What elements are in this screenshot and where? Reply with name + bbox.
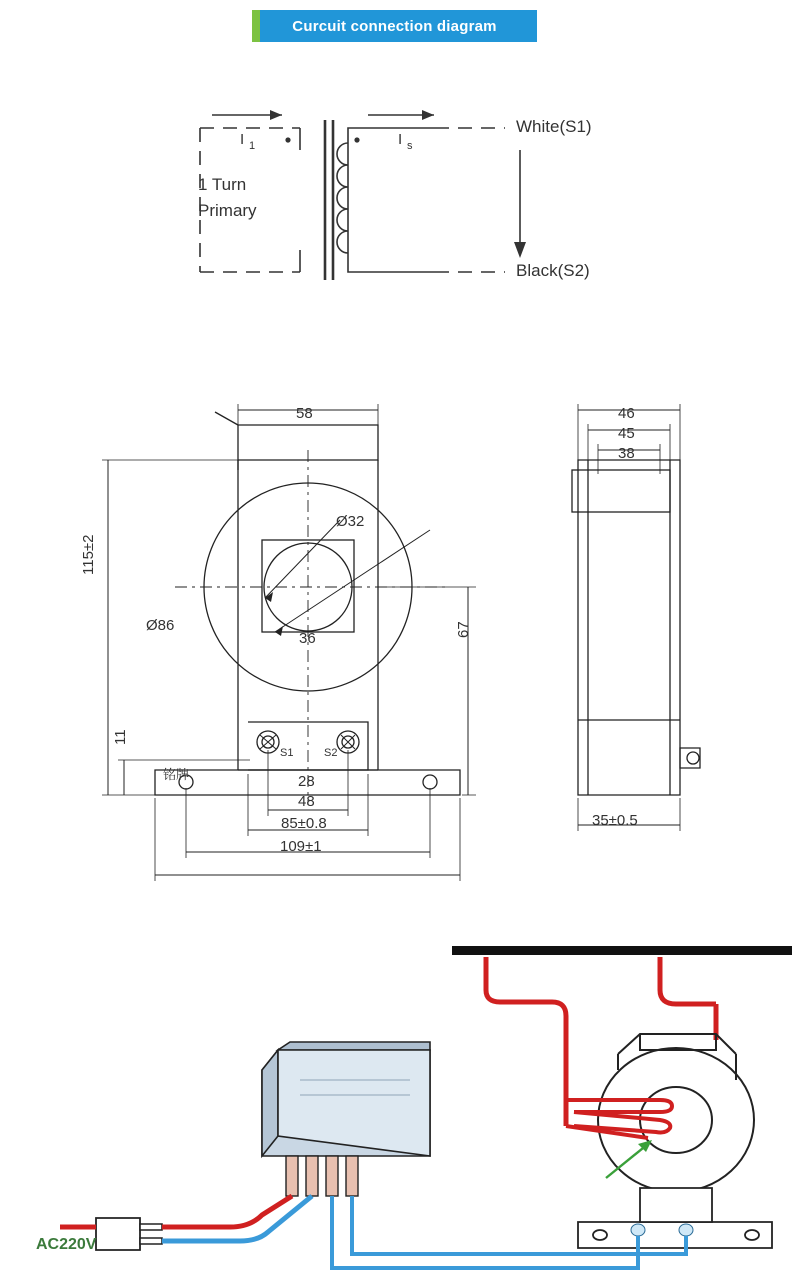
primary-current-label: I	[240, 131, 245, 148]
terminal-s2-label: S2	[324, 747, 338, 759]
dim-height-overall: 115±2	[80, 534, 97, 575]
dim-side-depth: 35±0.5	[592, 812, 638, 829]
dim-outer-circle: Ø86	[146, 617, 175, 634]
dim-foot-height: 11	[112, 729, 129, 745]
dim-side-width-outer: 46	[618, 405, 635, 422]
busbar	[452, 946, 792, 955]
ac-supply-label: AC220V	[36, 1236, 97, 1253]
primary-label-line1: 1 Turn	[198, 175, 247, 194]
dim-inner-hole: Ø32	[336, 513, 365, 530]
circuit-connection-diagram	[0, 0, 800, 330]
nameplate-label: 铭牌	[163, 767, 190, 782]
dim-side-width-mid: 45	[618, 425, 635, 442]
terminal-white-label: White(S1)	[516, 117, 592, 136]
dim-terminal-spacing: 28	[298, 773, 315, 790]
primary-current-sub: 1	[249, 140, 256, 152]
dim-square-window: 36	[299, 630, 316, 647]
page-title: Curcuit connection diagram	[292, 17, 497, 35]
dim-mount-holes: 85±0.8	[281, 815, 327, 832]
dim-width-top: 58	[296, 405, 313, 422]
dim-base-width-outer: 109±1	[280, 838, 322, 855]
dim-base-width-inner: 48	[298, 793, 315, 810]
primary-label-line2: Primary	[198, 201, 257, 220]
dim-right-height: 67	[455, 621, 472, 638]
wiring-illustration	[0, 930, 800, 1287]
secondary-current-sub: s	[407, 140, 413, 152]
terminal-black-label: Black(S2)	[516, 261, 590, 280]
secondary-current-label: I	[398, 131, 403, 148]
dim-side-width-inner: 38	[618, 445, 635, 462]
dimension-drawing	[0, 370, 800, 900]
terminal-s1-label: S1	[280, 747, 294, 759]
